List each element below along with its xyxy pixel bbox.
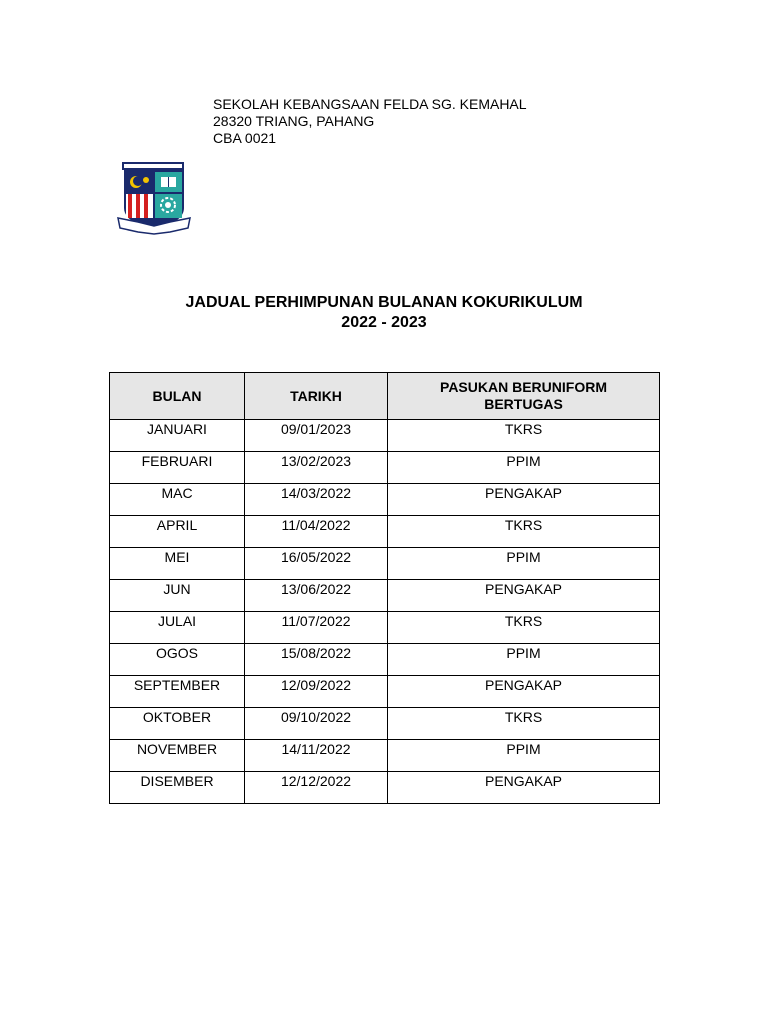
cell-tarikh: 09/10/2022 (245, 708, 388, 740)
cell-bulan: MAC (110, 484, 245, 516)
cell-tarikh: 15/08/2022 (245, 644, 388, 676)
cell-tarikh: 11/04/2022 (245, 516, 388, 548)
cell-tarikh: 14/03/2022 (245, 484, 388, 516)
school-code: CBA 0021 (213, 130, 277, 146)
header-pasukan-line-2: BERTUGAS (484, 396, 563, 412)
cell-pasukan: PENGAKAP (388, 580, 660, 612)
cell-tarikh: 13/06/2022 (245, 580, 388, 612)
table-row (110, 452, 660, 484)
table-row (110, 580, 660, 612)
cell-pasukan: PPIM (388, 644, 660, 676)
star-icon (143, 177, 149, 183)
cell-bulan: SEPTEMBER (110, 676, 245, 708)
cell-bulan: APRIL (110, 516, 245, 548)
cell-tarikh: 13/02/2023 (245, 452, 388, 484)
cell-pasukan: TKRS (388, 420, 660, 452)
table-header-row (110, 373, 660, 420)
header-bulan: BULAN (110, 373, 245, 420)
table-row (110, 772, 660, 804)
table-row (110, 484, 660, 516)
cell-bulan: DISEMBER (110, 772, 245, 804)
cell-pasukan: PPIM (388, 548, 660, 580)
schedule-table (109, 372, 660, 804)
crest-top-banner-inner (124, 164, 182, 168)
cell-pasukan: TKRS (388, 708, 660, 740)
cell-pasukan: PENGAKAP (388, 676, 660, 708)
cell-tarikh: 12/09/2022 (245, 676, 388, 708)
cell-tarikh: 11/07/2022 (245, 612, 388, 644)
table-row (110, 676, 660, 708)
title-line-2: 2022 - 2023 (341, 314, 427, 331)
cell-pasukan: PPIM (388, 452, 660, 484)
cell-tarikh: 16/05/2022 (245, 548, 388, 580)
title-line-1: JADUAL PERHIMPUNAN BULANAN KOKURIKULUM (185, 294, 583, 311)
cell-pasukan: TKRS (388, 612, 660, 644)
school-address-block (213, 96, 527, 147)
cell-bulan: JULAI (110, 612, 245, 644)
cell-pasukan: PPIM (388, 740, 660, 772)
table-row (110, 548, 660, 580)
cell-tarikh: 14/11/2022 (245, 740, 388, 772)
header-pasukan (388, 373, 660, 420)
cell-bulan: JUN (110, 580, 245, 612)
header-pasukan-line-1: PASUKAN BERUNIFORM (440, 379, 607, 395)
cell-bulan: MEI (110, 548, 245, 580)
cell-bulan: OGOS (110, 644, 245, 676)
school-name: SEKOLAH KEBANGSAAN FELDA SG. KEMAHAL (213, 96, 527, 112)
cell-bulan: NOVEMBER (110, 740, 245, 772)
cell-pasukan: PENGAKAP (388, 484, 660, 516)
school-crest-icon (116, 160, 192, 236)
cell-tarikh: 09/01/2023 (245, 420, 388, 452)
cell-tarikh: 12/12/2022 (245, 772, 388, 804)
table-row (110, 612, 660, 644)
table-row (110, 644, 660, 676)
table-row (110, 740, 660, 772)
cell-bulan: FEBRUARI (110, 452, 245, 484)
cell-pasukan: PENGAKAP (388, 772, 660, 804)
table-row (110, 708, 660, 740)
table-row (110, 516, 660, 548)
document-title (0, 293, 768, 333)
cell-pasukan: TKRS (388, 516, 660, 548)
school-postal-address: 28320 TRIANG, PAHANG (213, 113, 375, 129)
cell-bulan: JANUARI (110, 420, 245, 452)
table-row (110, 420, 660, 452)
cell-bulan: OKTOBER (110, 708, 245, 740)
header-tarikh: TARIKH (245, 373, 388, 420)
